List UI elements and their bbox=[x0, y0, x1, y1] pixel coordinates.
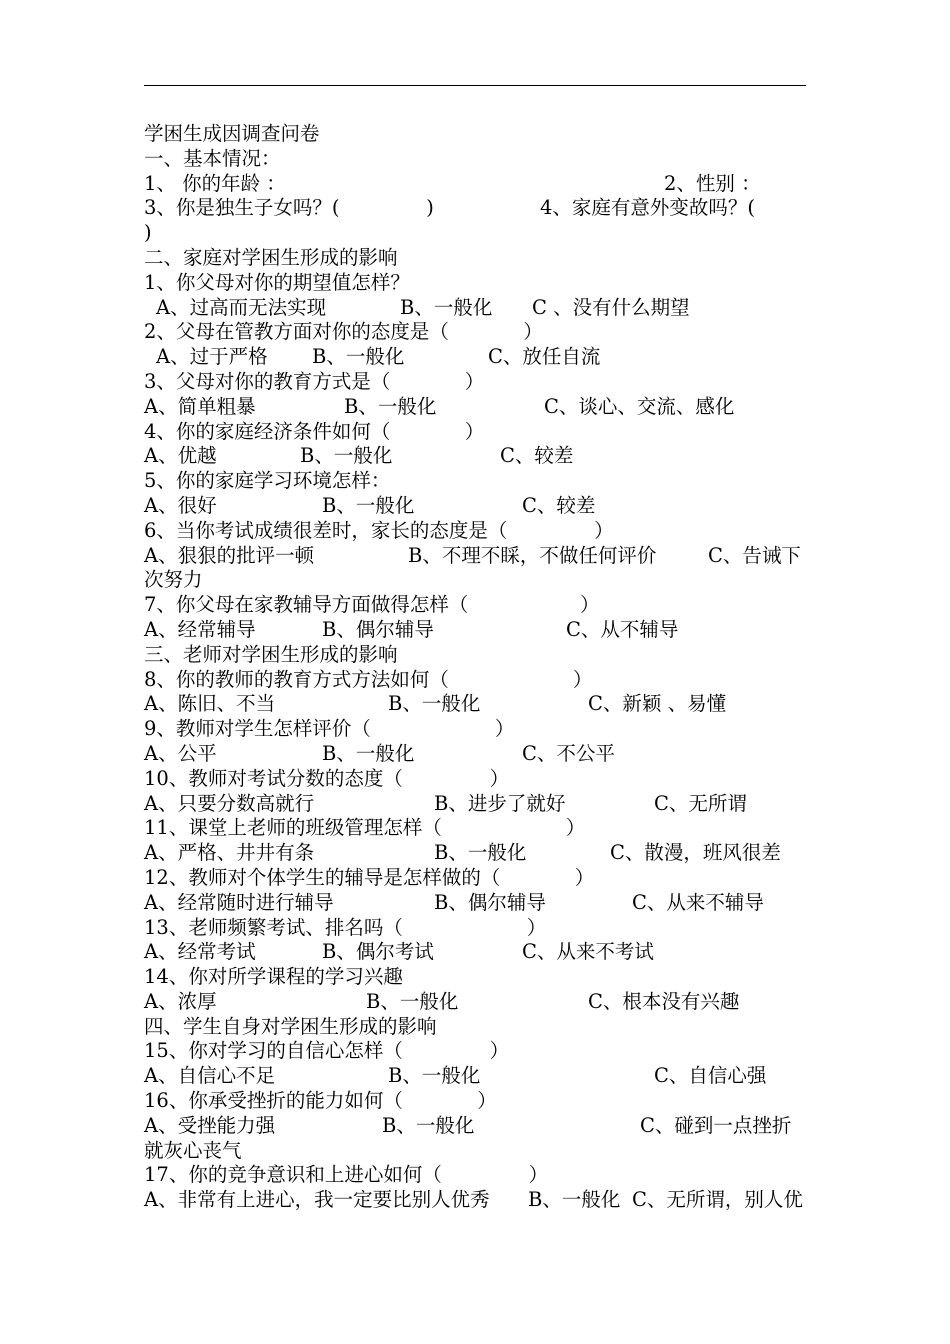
basic-q2-gender: 2、性别 ： bbox=[664, 171, 761, 195]
q6-option-c: C、告诫下 bbox=[708, 543, 801, 567]
q1-option-c: C 、没有什么期望 bbox=[532, 295, 690, 319]
q4-option-b: B、一般化 bbox=[300, 444, 393, 468]
question-10: 10、教师对考试分数的态度（ ） bbox=[144, 766, 510, 790]
q12-option-c: C、从来不辅导 bbox=[632, 890, 764, 914]
q1-option-a: A、过高而无法实现 bbox=[156, 295, 327, 319]
question-17: 17、你的竞争意识和上进心如何（ ） bbox=[144, 1163, 549, 1187]
q6-option-b: B、不理不睬，不做任何评价 bbox=[408, 543, 657, 567]
q14-option-b: B、一般化 bbox=[366, 989, 459, 1013]
questionnaire-body bbox=[144, 122, 809, 1213]
q8-option-b: B、一般化 bbox=[388, 692, 481, 716]
q1-option-b: B、一般化 bbox=[400, 295, 493, 319]
question-2: 2、父母在管教方面对你的态度是（ ） bbox=[144, 320, 543, 344]
question-7: 7、你父母在家教辅导方面做得怎样（ ） bbox=[144, 593, 600, 617]
q15-option-a: A、自信心不足 bbox=[144, 1064, 276, 1088]
q16-option-c: C、碰到一点挫折 bbox=[640, 1113, 792, 1137]
question-11: 11、课堂上老师的班级管理怎样（ ） bbox=[144, 816, 586, 840]
q6-option-c-continued: 次努力 bbox=[144, 568, 203, 592]
basic-q4-family-change: 4、家庭有意外变故吗？( bbox=[540, 196, 756, 220]
q14-option-a: A、浓厚 bbox=[144, 989, 217, 1013]
q11-option-a: A、严格、井井有条 bbox=[144, 841, 315, 865]
q17-option-c: C、无所谓，别人优 bbox=[632, 1188, 803, 1212]
section-heading-basic: 一、基本情况： bbox=[144, 146, 281, 170]
q2-option-c: C、放任自流 bbox=[488, 345, 601, 369]
question-8: 8、你的教师的教育方式方法如何（ ） bbox=[144, 667, 593, 691]
q16-option-a: A、受挫能力强 bbox=[144, 1113, 276, 1137]
question-14: 14、你对所学课程的学习兴趣 bbox=[144, 965, 403, 989]
q4-option-c: C、较差 bbox=[500, 444, 574, 468]
q8-option-c: C、新颖 、易懂 bbox=[588, 692, 727, 716]
question-13: 13、老师频繁考试、排名吗（ ） bbox=[144, 915, 547, 939]
q11-option-b: B、一般化 bbox=[434, 841, 527, 865]
q6-option-a: A、狠狠的批评一顿 bbox=[144, 543, 315, 567]
q13-option-b: B、偶尔考试 bbox=[322, 940, 434, 964]
q9-option-a: A、公平 bbox=[144, 741, 217, 765]
basic-q4-close: ) bbox=[144, 221, 152, 245]
q8-option-a: A、陈旧、不当 bbox=[144, 692, 276, 716]
question-4: 4、你的家庭经济条件如何（ ） bbox=[144, 419, 485, 443]
q5-option-b: B、一般化 bbox=[322, 493, 415, 517]
q16-option-b: B、一般化 bbox=[382, 1113, 475, 1137]
q13-option-c: C、从来不考试 bbox=[522, 940, 654, 964]
question-3: 3、父母对你的教育方式是（ ） bbox=[144, 369, 485, 393]
q2-option-a: A、过于严格 bbox=[156, 345, 268, 369]
basic-q1-age: 1、 你的年龄 ： bbox=[144, 171, 286, 195]
q11-option-c: C、散漫，班风很差 bbox=[610, 841, 781, 865]
q12-option-b: B、偶尔辅导 bbox=[434, 890, 546, 914]
q10-option-c: C、无所谓 bbox=[654, 791, 747, 815]
q17-option-a: A、非常有上进心，我一定要比别人优秀 bbox=[144, 1188, 490, 1212]
question-6: 6、当你考试成绩很差时，家长的态度是（ ） bbox=[144, 518, 614, 542]
q9-option-b: B、一般化 bbox=[322, 741, 415, 765]
q13-option-a: A、经常考试 bbox=[144, 940, 256, 964]
q10-option-a: A、只要分数高就行 bbox=[144, 791, 315, 815]
q17-option-b: B、一般化 bbox=[528, 1188, 621, 1212]
q15-option-b: B、一般化 bbox=[388, 1064, 481, 1088]
section-heading-family: 二、家庭对学困生形成的影响 bbox=[144, 245, 398, 269]
q7-option-a: A、经常辅导 bbox=[144, 617, 256, 641]
question-1: 1、你父母对你的期望值怎样？ bbox=[144, 270, 410, 294]
q14-option-c: C、根本没有兴趣 bbox=[588, 989, 740, 1013]
document-title: 学困生成因调查问卷 bbox=[144, 122, 320, 145]
section-heading-teacher: 三、老师对学困生形成的影响 bbox=[144, 642, 398, 666]
q2-option-b: B、一般化 bbox=[312, 345, 405, 369]
q7-option-c: C、从不辅导 bbox=[566, 617, 679, 641]
q3-option-a: A、简单粗暴 bbox=[144, 394, 256, 418]
q10-option-b: B、进步了就好 bbox=[434, 791, 566, 815]
question-5: 5、你的家庭学习环境怎样： bbox=[144, 469, 391, 493]
question-15: 15、你对学习的自信心怎样（ ） bbox=[144, 1039, 510, 1063]
basic-q3-only-child: 3、你是独生子女吗？( ) bbox=[144, 196, 434, 220]
q16-option-c-continued: 就灰心丧气 bbox=[144, 1138, 242, 1162]
question-12: 12、教师对个体学生的辅导是怎样做的（ ） bbox=[144, 865, 595, 889]
header-rule bbox=[144, 85, 806, 86]
section-heading-student: 四、学生自身对学困生形成的影响 bbox=[144, 1014, 437, 1038]
question-16: 16、你承受挫折的能力如何（ ） bbox=[144, 1089, 497, 1113]
question-9: 9、教师对学生怎样评价（ ） bbox=[144, 717, 515, 741]
q9-option-c: C、不公平 bbox=[522, 741, 615, 765]
q15-option-c: C、自信心强 bbox=[654, 1064, 767, 1088]
q7-option-b: B、偶尔辅导 bbox=[322, 617, 434, 641]
q5-option-a: A、很好 bbox=[144, 493, 217, 517]
q12-option-a: A、经常随时进行辅导 bbox=[144, 890, 334, 914]
q4-option-a: A、优越 bbox=[144, 444, 217, 468]
q3-option-b: B、一般化 bbox=[344, 394, 437, 418]
q5-option-c: C、较差 bbox=[522, 493, 596, 517]
q3-option-c: C、谈心、交流、感化 bbox=[544, 394, 735, 418]
